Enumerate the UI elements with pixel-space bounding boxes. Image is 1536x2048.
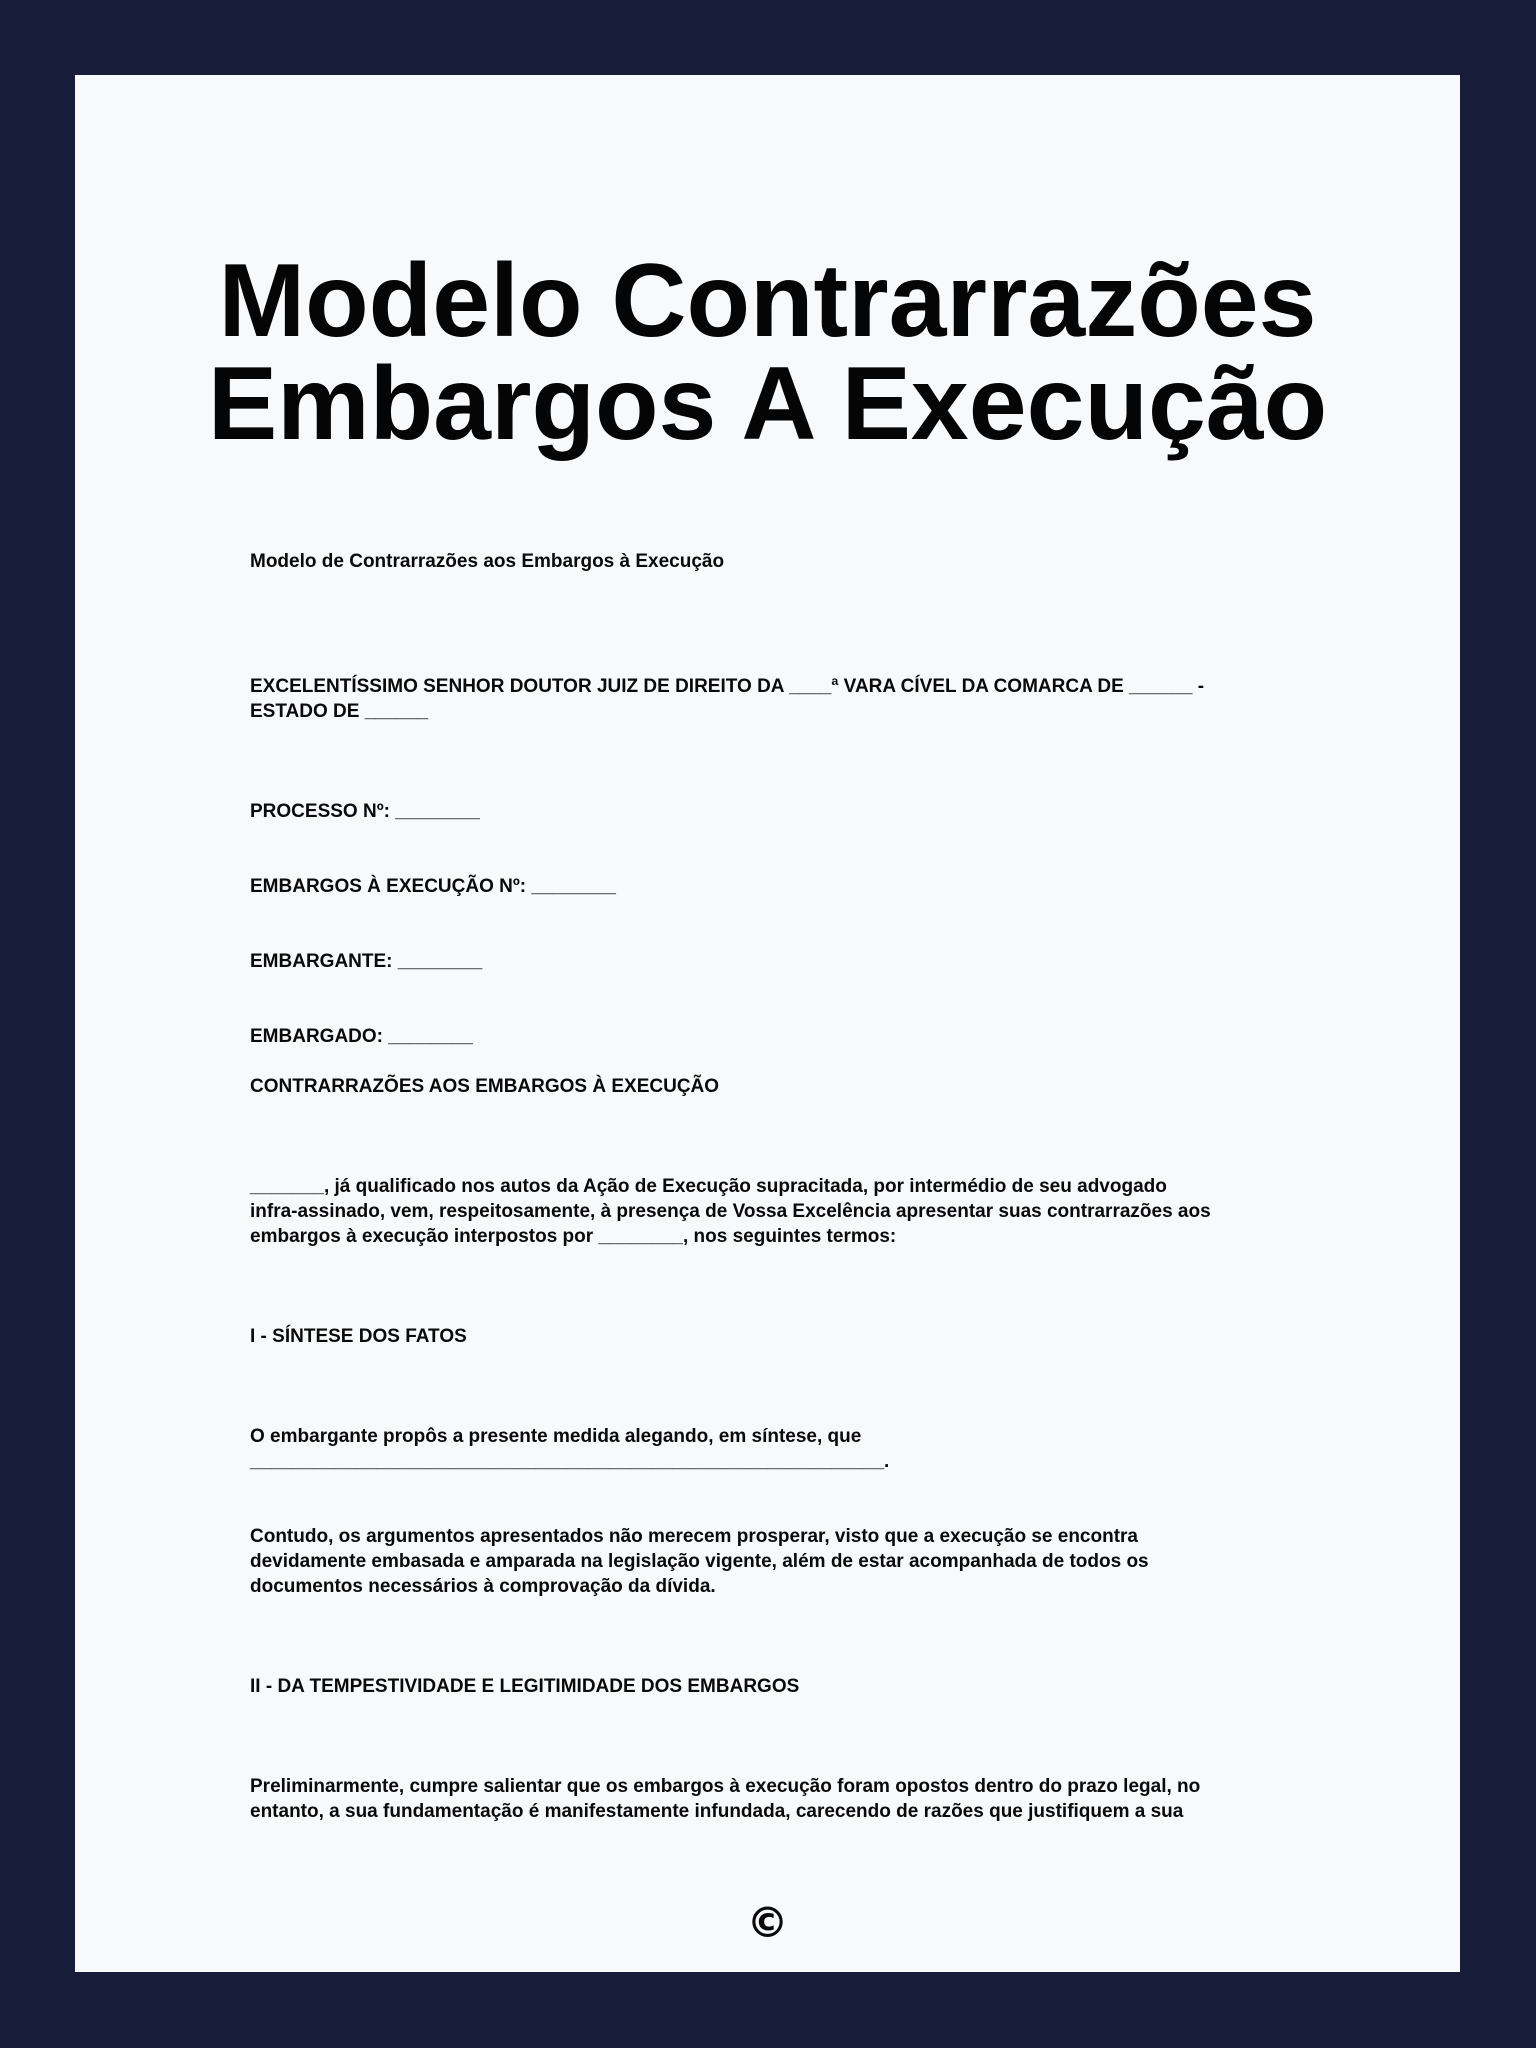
page-title: [75, 243, 1460, 462]
section-1-paragraph-1: O embargante propôs a presente medida alegando, em síntese, que ____________________________________________________________.: [250, 1426, 890, 1472]
intro-paragraph: _______, já qualificado nos autos da Ação de Execução supracitada, por intermédio de seu advogado infra-assinado, vem, respeitosamente, à presença de Vossa Excelência apresentar suas contrarrazões aos embargos à execução interpostos por ________, nos seguintes termos:: [250, 1176, 1211, 1247]
court-address: [250, 674, 1340, 724]
document-page: [75, 75, 1460, 1972]
court-address-line-2: ESTADO DE ______: [250, 701, 429, 722]
section-1-paragraph-2: Contudo, os argumentos apresentados não merecem prosperar, visto que a execução se encontra devidamente embasada e amparada na legislação vigente, além de estar acompanhada de todos os documentos necessários à comprovação da dívida.: [250, 1526, 1149, 1597]
embargante-field: EMBARGANTE: ________: [250, 951, 483, 972]
process-number: PROCESSO Nº: ________: [250, 801, 480, 822]
title-line-2: Embargos A Execução: [207, 346, 1328, 462]
section-2-paragraph-1: Preliminarmente, cumpre salientar que os embargos à execução foram opostos dentro do prazo legal, no entanto, a sua fundamentação é manifestamente infundada, carecendo de razões que justifiquem a sua: [250, 1776, 1201, 1822]
copyright-icon: ©: [746, 1898, 789, 1947]
embargado-field: EMBARGADO: ________: [250, 1026, 473, 1047]
section-2-title: II - DA TEMPESTIVIDADE E LEGITIMIDADE DOS EMBARGOS: [250, 1676, 800, 1697]
document-heading: CONTRARRAZÕES AOS EMBARGOS À EXECUÇÃO: [250, 1076, 720, 1097]
court-address-line-1: EXCELENTÍSSIMO SENHOR DOUTOR JUIZ DE DIREITO DA ____ª VARA CÍVEL DA COMARCA DE ______ -: [250, 676, 1205, 697]
section-1-title: I - SÍNTESE DOS FATOS: [250, 1326, 467, 1347]
embargos-number: EMBARGOS À EXECUÇÃO Nº: ________: [250, 876, 616, 897]
document-subtitle: Modelo de Contrarrazões aos Embargos à Execução: [250, 551, 725, 572]
title-line-1: Modelo Contrarrazões: [218, 243, 1317, 359]
